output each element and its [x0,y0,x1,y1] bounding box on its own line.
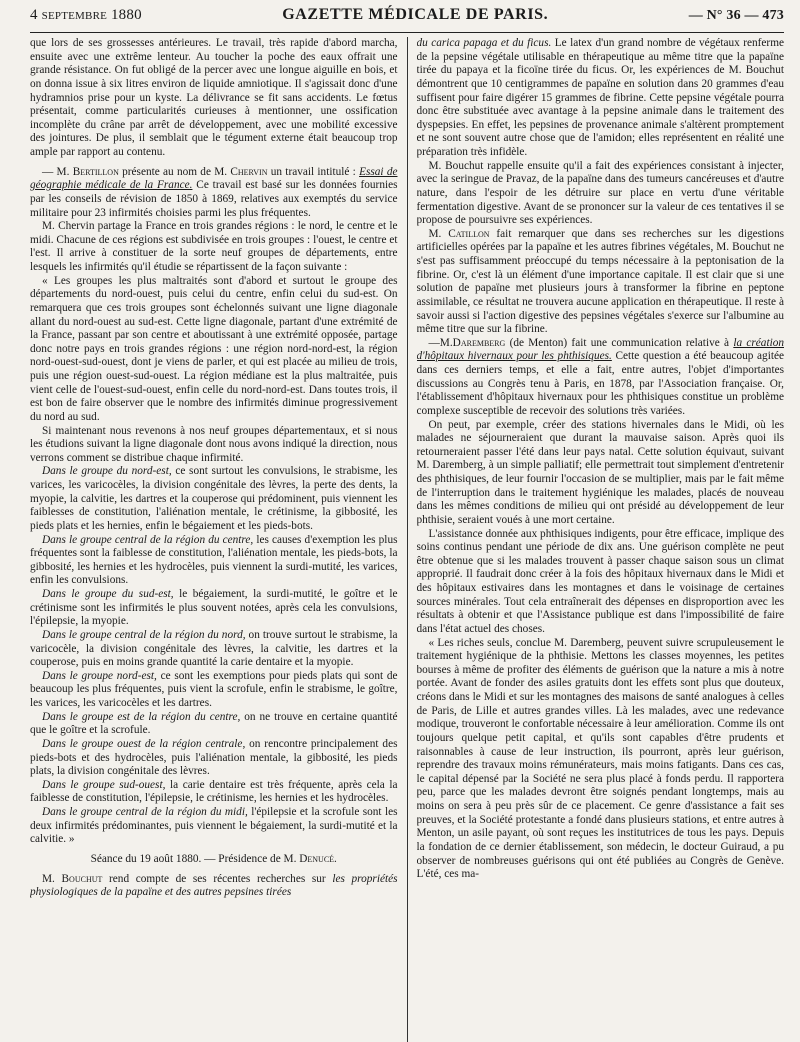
left-column [30,37,398,1042]
text: les causes d'exemption les plus fréquentes sont la faiblesse de constitution, l'aliénation mentale, les pieds-bots, la gibbosité, les hernies et les hydrocèles, puis viennent la surdi-mutité, les varices, enfin les convulsions. [30,533,398,587]
paragraph: On peut, par exemple, créer des stations hivernales dans le Midi, où les malades ne séjourneraient que durant la mauvaise saison. Après quoi ils retourneraient passer l'été dans leur pays natal. Cette solution équivaut, suivant M. Daremberg, à un simple palliatif; elle permettrait tout simplement d'entretenir des phthisiques, de leur fournir l'occasion de se multiplier, mais par le fait même de l'interruption dans le traitement hygiénique les malades, placés de nouveau dans les mêmes conditions de milieu qui ont présidé au développement de leur phthisie, seraient voués à une mort certaine. [416,418,784,526]
text: un travail intitulé : [270,165,356,178]
italic-lead: Dans le groupe sud-ouest, [42,778,166,791]
paragraph [30,588,398,629]
text: présente au nom de M. [122,165,228,178]
paragraph: Si maintenant nous revenons à nos neuf groupes départementaux, et si nous les étudions suivant la ligne diagonale dont nous avons indiqué la direction, nous verrons comment se distribue chaque infirmité. [30,424,398,464]
author-name: Bouchut [61,872,103,885]
text: M. [428,227,442,240]
paragraph [417,228,785,337]
text: rend compte de ses récentes recherches sur [109,872,326,885]
paragraph: L'assistance donnée aux phthisiques indigents, pour être efficace, implique des soins continus pendant une période de dix ans. Une guérison complète ne peut être obtenue que si les malades trouvent à passer chaque saison sous un climat approprié. Il faudrait donc créer à la fois des hôpitaux hivernaux dans le Midi et des hôpitaux estivaires dans les montagnes et dans le voisinage de certaines sources minérales. Tout cela entraînerait des dépenses en disproportion avec les résultats à obtenir et que l'Assistance publique est dans l'impossibilité de faire dans l'état actuel des choses. [416,527,784,635]
text: Ce travail est basé sur les données fournies par les conseils de révision de 1850 à 1869, relatives aux exemptés du service militaire pour 23 infirmités choisies parmi les plus fréquentes. [30,179,398,219]
president-name: Denucé. [299,852,337,865]
text: ce sont les exemptions pour pieds plats qui sont de beaucoup les plus fréquentes, puis vient la scrofule, enfin le strabisme, le goître, les varices, les varicocèles et les dartres. [30,669,398,709]
paragraph [30,629,398,670]
italic-lead: Dans le groupe du sud-est, [42,588,174,600]
author-name: Daremberg [452,336,506,349]
italic-lead: Dans le groupe central de la région du nord, [42,628,246,641]
text: on ne trouve en certaine quantité que le goître et la scrofule. [30,710,398,737]
paragraph [30,711,398,738]
paragraph: M. Chervin partage la France en trois grandes régions : le nord, le centre et le midi. Chacune de ces régions est subdivisée en trois groupes : l'ouest, le centre et l'est. Il arrive à constituer de la sorte neuf groupes de départements, entre lesquels les infirmités qu'il étudie se répartissent de la façon suivante : [30,220,398,273]
author-name: Bertillon [72,165,119,178]
italic-lead: Dans le groupe central de la région du midi, [42,806,248,818]
work-title: les propriétés physiologiques de la papaïne et des autres pepsines tirées [30,872,398,899]
text: (de Menton) fait une communication relative à [509,336,730,349]
paragraph [30,779,398,806]
paragraph: M. Bouchut rappelle ensuite qu'il a fait des expériences consistant à injecter, avec la seringue de Pravaz, de la papaïne dans des tumeurs cancéreuses et d'autre nature, dans l'espoir de les détruire sur place en vertu d'une véritable fermentation digestive. Avant de se prononcer sur la valeur de ces tentatives il se propose de poursuivre ses expériences. [416,159,784,227]
text: — M. [42,165,70,178]
paragraph [30,806,398,847]
italic-lead: Dans le groupe est de la région du centre, [42,710,241,723]
paragraph [30,873,398,900]
header-date [30,7,142,24]
date-year: 1880 [110,7,142,23]
paragraph [30,738,398,779]
work-title: Essai de géographie médicale de la France. [30,165,398,192]
text: Séance du 19 août 1880. — Présidence de M. [90,852,297,865]
work-title: la création d'hôpitaux hivernaux pour les phthisiques. [416,336,784,363]
text: on trouve surtout le strabisme, la varicocèle, la division congénitale des lèvres, la calvitie, les dartres et la couperose, puis en moins grande quantité la carie dentaire et la myopie. [30,628,398,669]
date-day: 4 [30,7,38,23]
text: fait remarquer que dans ses recherches sur les digestions artificielles opérées par la papaïne et les autres fibrines végétales, M. Bouchut ne s'est pas suffisamment préoccupé du temps nécessaire à la peptonisation de la fibrine. Or, c'est là un élément d'une importance capitale. Il est clair que si une solution de papaïne met plusieurs jours à transformer la fibrine en peptone assimilable, ce résultat ne trouvera aucune application en thérapeutique. Il reste à savoir aussi si l'action digestive des pepsines végétales s'exerce sur l'albumine au même titre que sur la fibrine. [416,227,784,336]
text: l'épilepsie et la scrofule sont les deux infirmités prédominantes, puis viennent le bégaiement, la surdi-mutité et la calvitie. » [30,806,398,846]
paragraph [30,670,398,711]
italic-lead: Dans le groupe ouest de la région centrale, [42,737,246,750]
paragraph [30,166,398,221]
paragraph [417,337,785,419]
text: Le latex d'un grand nombre de végétaux renferme de la pepsine végétale utilisable en thérapeutique au même titre que la papaïne tirée du papaya et la ficoïne tirée du ficus. Or, les expériences de M. Bouchut démontrent que 10 centigrammes de papaïne en solution dans 20 grammes d'eau suffisent pour faire digérer 15 grammes de fibrine. Cette pepsine végétale pourra donc être substituée avec avantage à la pepsine animale dans le traitement des dyspepsies. En effet, les pepsines de provenance animale s'altèrent promptement et ne sont souvent autre chose que de l'amidon; elles représentent en réalité une préparation très infidèle. [416,37,784,158]
issue-page-number: — N° 36 — 473 [688,8,784,23]
text-columns [30,37,784,1042]
session-heading [30,853,398,867]
page-header [30,6,784,33]
right-column [417,37,785,1042]
paragraph: « Les groupes les plus maltraités sont d'abord et surtout le groupe des départements du nord-ouest, puis celui du centre, enfin celui du sud-est. On remarquera que ces trois groupes sont échelonnés suivant une ligne diagonale allant du nord-ouest au sud-est. Cette ligne diagonale, partant d'une extrémité de la France, passant par son centre et aboutissant à une extrémité opposée, partage donc notre pays en trois grandes régions : une région nord-nord-est, la région nord-ouest-sud-ouest, dont je viens de parler, et qui est placée au milieu de trois, puis une région ouest-sud-ouest. La région médiane est la plus maltraitée, puis vient celle de l'ouest-sud-ouest, enfin celle du nord-nord-est. Dans toutes trois, il est bon de faire observer que le nombre des infirmités diminue progressivement du nord au sud. [30,274,398,423]
paragraph: « Les riches seuls, conclue M. Daremberg, peuvent suivre scrupuleusement le traitement hygiénique de la phthisie. Mettons les classes moyennes, les petites bourses à même de profiter des éléments de guérison que la nature a mis à notre portée. Avant de fonder des asiles gratuits dont les effets sont plus que douteux, créons dans le Midi et sur les montagnes des maisons de santé analogues à celles de Paris, de Lille et autres grandes villes. Là les malades, avec une redevance modique, trouveront le confortable nécessaire à leur amélioration. Comme ils ont toujours quelque petit capital, et qu'ils sont capables d'être prudents et raisonnables à cause de leur instruction, ils pourront, après leur guérison, reprendre des travaux moins rémunérateurs, mais moins fatigants. Dans ces cas, le capital dépensé par la Société ne sera plus placé à fonds perdu. Il rapportera peu, parce que les malades devront être soignés pendant longtemps, mais au moins on sera à peu près sûr de ce placement. Ce genre d'assistance a fait ses preuves, et la Société protestante a fondé dans plusieurs stations, et entre autres à Menton, un asile payant, où sont reçues les institutrices de tous les pays. Depuis la fondation de ce dernier établissement, son médecin, le docteur Guiraud, a pu observer de nombreuses guérisons qui ont été publiées au Congrès de Genève. L'été, ces ma- [416,636,784,881]
text: on rencontre principalement des pieds-bots et des hydrocèles, puis l'aliénation mentale, la gibbosité, les pieds plats, la division congénitale des lèvres. [30,737,398,778]
text: ce sont surtout les convulsions, le strabisme, les varices, les varicocèles, la division congénitale des lèvres, la perte des dents, la myopie, la calvitie, les dartres et la couperose qui prédominent, puis viennent les faiblesses de constitution, l'aliénation mentale, le crétinisme, la gibbosité, les pieds plats et les hernies, enfin le bégaiement et les pieds-bots. [30,465,398,532]
text: —M. [428,336,453,349]
italic-lead: Dans le groupe central de la région du centre, [42,533,254,546]
italic-lead: Dans le groupe nord-est, [42,669,157,682]
author-name: Chervin [230,165,268,178]
column-divider [407,37,408,1042]
italic-lead: du carica papaga et du ficus. [416,37,552,49]
italic-lead: Dans le groupe du nord-est, [42,465,172,478]
text: Cette question a été beaucoup agitée dans ces derniers temps, et elle a fait, entre autres, l'objet d'importantes discussions au Congrès tenu à Paris, en 1878, par l'Association française. Or, l'établissement d'hôpitaux hivernaux pour les phthisiques constitue un problème complexe susceptible de recevoir des solutions très variées. [416,350,784,417]
date-month: septembre [41,7,108,23]
author-name: Catillon [448,227,490,240]
paragraph [417,37,785,160]
paragraph [30,465,398,533]
text: le bégaiement, la surdi-mutité, le goître et le crétinisme sont les infirmités le plus souvent notées, après cela les convulsions, l'épilepsie, la myopie. [30,588,398,628]
text: M. [42,872,55,885]
text: la carie dentaire est très fréquente, après cela la faiblesse de constitution, l'épilepsie, le crétinisme, les hernies et les hydrocèles. [30,778,398,805]
paragraph [30,534,398,589]
journal-title: GAZETTE MÉDICALE DE PARIS. [282,6,549,23]
paragraph: que lors de ses grossesses antérieures. Le travail, très rapide d'abord marcha, ensuite avec une extrême lenteur. Au toucher la poche des eaux offrait une grande résistance. On fut obligé de la percer avec une longue aiguille en bois, et on donna issue à six litres environ de liquide amniotique. Il s'agissait donc d'une hydramnios prise pour un kyste. La délivrance se fit sans accidents. Le fœtus présentait, comme particularités curieuses à mentionner, une ossification incomplète du crâne par arrêt de développement, avec une mobilité excessive des jointures. De plus, il semblait que le tégument externe était beaucoup trop ample par rapport au contenu. [30,37,398,158]
